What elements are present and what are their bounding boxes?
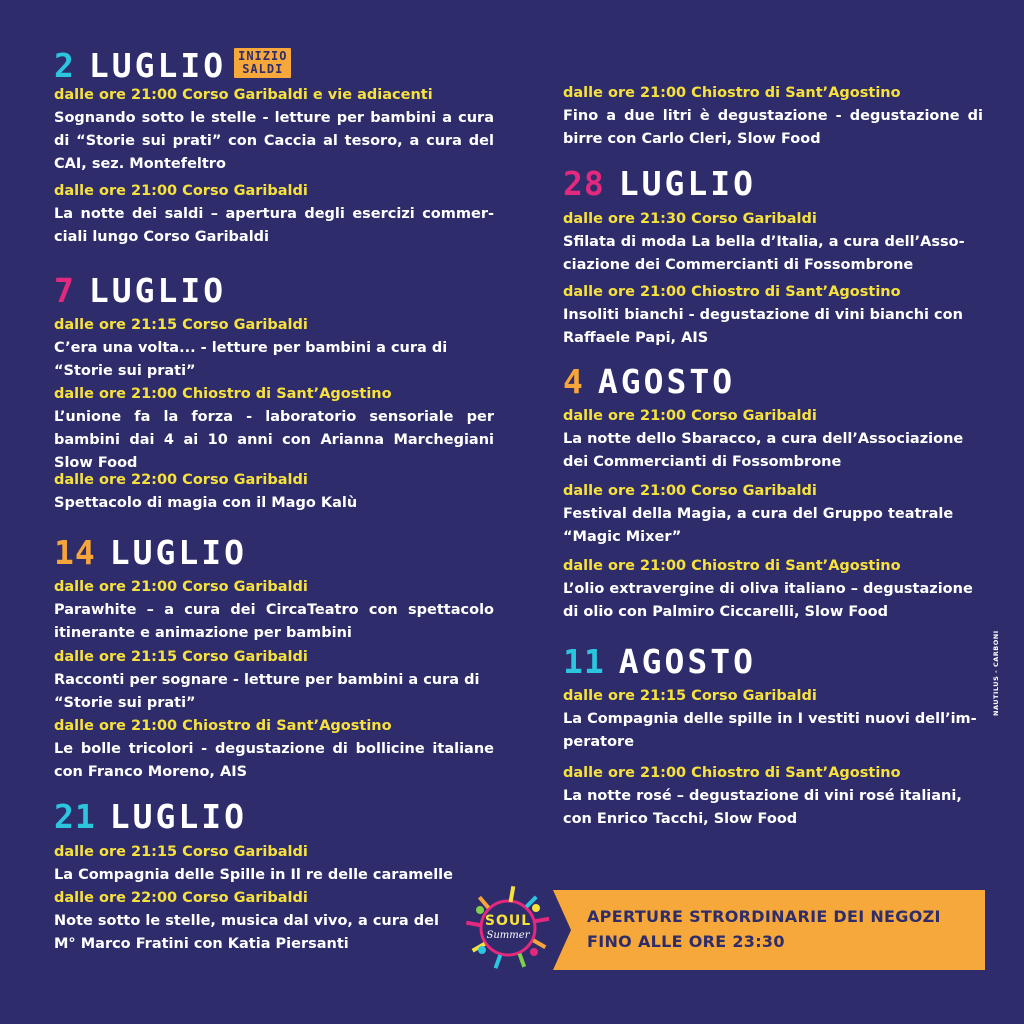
day-heading-4-agosto [563,362,735,401]
badge-line-2: SALDI [242,62,284,76]
event-item [54,842,494,887]
event-item [563,481,983,549]
badge-line-1: INIZIO [238,49,288,63]
event-item [54,85,494,176]
banner-line-2: FINO ALLE ORE 23:30 [587,932,785,951]
extraordinary-openings-banner [553,890,985,970]
day-number: 11 [563,642,605,681]
day-number: 14 [54,533,96,572]
event-description: Sognando sotto le stelle - letture per bambini a cura di “Storie sui prati” con Caccia al tesoro, a cura del CAI, sez. Montefeltro [54,110,494,172]
event-time-place: dalle ore 21:00 Corso Garibaldi [563,483,817,499]
event-time-place: dalle ore 21:00 Chiostro di Sant’Agostino [54,386,392,402]
event-item [563,686,983,754]
event-description: La notte dei saldi – apertura degli esercizi commer-ciali lungo Corso Garibaldi [54,206,494,245]
event-time-place: dalle ore 21:15 Corso Garibaldi [54,844,308,860]
event-item [563,556,983,624]
event-time-place: dalle ore 21:00 Corso Garibaldi [54,579,308,595]
event-description: L’unione fa la forza - laboratorio sensoriale per bambini dai 4 ai 10 anni con Arianna Marchegiani Slow Food [54,409,494,471]
event-item [54,384,494,475]
event-description: Racconti per sognare - letture per bambini a cura di “Storie sui prati” [54,672,480,711]
event-time-place: dalle ore 21:00 Corso Garibaldi [54,183,308,199]
day-month: LUGLIO [109,797,247,836]
event-item [54,470,494,515]
banner-line-1: APERTURE STRORDINARIE DEI NEGOZI [587,907,941,926]
event-description: Sfilata di moda La bella d’Italia, a cura dell’Asso-ciazione dei Commercianti di Fossombrone [563,234,965,273]
event-item [54,647,494,715]
day-heading-2-luglio [54,46,291,85]
event-description: Parawhite – a cura dei CircaTeatro con spettacolo itinerante e animazione per bambini [54,602,494,641]
event-time-place: dalle ore 21:00 Chiostro di Sant’Agostino [563,558,901,574]
event-description: L’olio extravergine di oliva italiano – degustazione di olio con Palmiro Ciccarelli, Slow Food [563,581,973,620]
event-item [563,763,983,831]
day-month: LUGLIO [618,164,756,203]
event-description: Spettacolo di magia con il Mago Kalù [54,495,358,511]
event-item [563,406,983,474]
event-item [54,577,494,645]
event-time-place: dalle ore 21:30 Corso Garibaldi [563,211,817,227]
event-time-place: dalle ore 21:15 Corso Garibaldi [563,688,817,704]
event-description: La notte rosé – degustazione di vini rosé italiani, con Enrico Tacchi, Slow Food [563,788,962,827]
event-time-place: dalle ore 21:00 Corso Garibaldi [563,408,817,424]
day-number: 2 [54,46,75,85]
event-item [563,282,983,350]
day-month: LUGLIO [88,46,227,85]
day-heading-11-agosto [563,642,756,681]
day-heading-21-luglio [54,797,247,836]
day-number: 28 [563,164,605,203]
soul-summer-logo [460,880,556,976]
event-time-place: dalle ore 21:00 Chiostro di Sant’Agostino [563,284,901,300]
event-description: La Compagnia delle spille in I vestiti nuovi dell’im-peratore [563,711,977,750]
event-time-place: dalle ore 21:00 Chiostro di Sant’Agostino [54,718,392,734]
day-number: 21 [54,797,96,836]
event-time-place: dalle ore 21:15 Corso Garibaldi [54,317,308,333]
event-item [563,209,983,277]
event-description: Le bolle tricolori - degustazione di bollicine italiane con Franco Moreno, AIS [54,741,494,780]
event-item [54,716,494,784]
day-heading-7-luglio [54,271,226,310]
event-time-place: dalle ore 21:15 Corso Garibaldi [54,649,308,665]
event-item [54,888,449,956]
day-month: LUGLIO [109,533,247,572]
event-time-place: dalle ore 22:00 Corso Garibaldi [54,472,308,488]
day-heading-28-luglio [563,164,756,203]
event-description: La Compagnia delle Spille in Il re delle caramelle [54,867,453,883]
event-item [54,181,494,249]
event-time-place: dalle ore 21:00 Chiostro di Sant’Agostino [563,85,901,101]
day-month: AGOSTO [597,362,736,401]
event-time-place: dalle ore 21:00 Chiostro di Sant’Agostino [563,765,901,781]
designer-credit: NAUTILUS - CARBONI [992,630,1000,716]
event-description: Festival della Magia, a cura del Gruppo teatrale “Magic Mixer” [563,506,954,545]
logo-word-soul: SOUL [484,913,532,929]
event-item [563,83,983,151]
day-month: AGOSTO [618,642,756,681]
day-heading-14-luglio [54,533,247,572]
event-time-place: dalle ore 21:00 Corso Garibaldi e vie adiacenti [54,87,433,103]
event-description: Insoliti bianchi - degustazione di vini bianchi con Raffaele Papi, AIS [563,307,963,346]
logo-word-summer: Summer [486,930,530,941]
event-description: C’era una volta... - letture per bambini a cura di “Storie sui prati” [54,340,448,379]
banner-text [587,904,941,954]
inizio-saldi-badge [234,48,291,78]
event-description: Fino a due litri è degustazione - degustazione di birre con Carlo Cleri, Slow Food [563,108,983,147]
banner-notch [553,890,571,970]
event-description: La notte dello Sbaracco, a cura dell’Associazione dei Commercianti di Fossombrone [563,431,964,470]
event-description: Note sotto le stelle, musica dal vivo, a cura del M° Marco Fratini con Katia Piersanti [54,913,439,952]
event-item [54,315,494,383]
day-month: LUGLIO [88,271,227,310]
event-time-place: dalle ore 22:00 Corso Garibaldi [54,890,308,906]
day-number: 4 [563,362,584,401]
day-number: 7 [54,271,75,310]
